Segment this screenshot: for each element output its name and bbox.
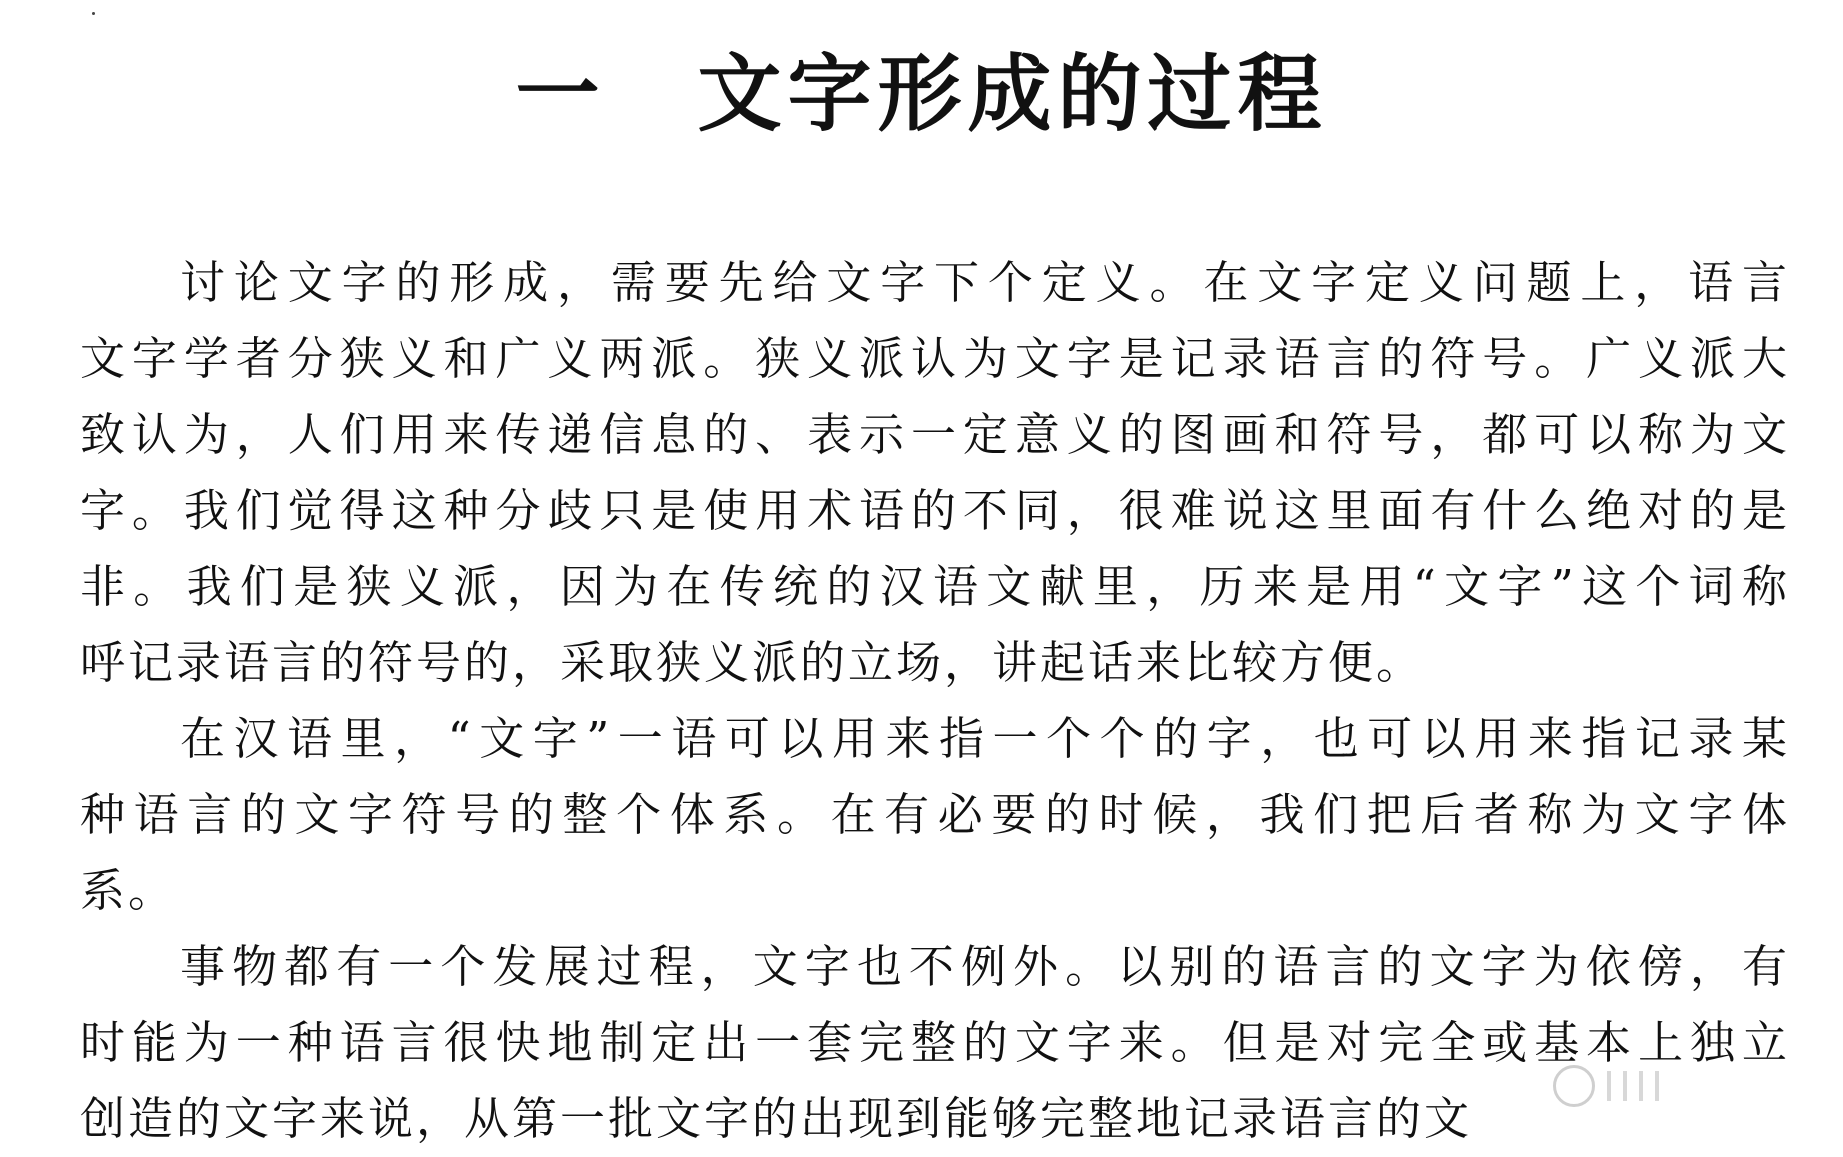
chapter-title-text: 文字形成的过程 bbox=[697, 44, 1328, 143]
paragraph-3-line-1: 事物都有一个发展过程，文字也不例外。以别的语言的文字为依傍，有 bbox=[180, 940, 1790, 993]
watermark-bar bbox=[1639, 1071, 1643, 1101]
watermark-bar bbox=[1607, 1071, 1611, 1101]
paragraph-1-line-4: 字。我们觉得这种分歧只是使用术语的不同，很难说这里面有什么绝对的是 bbox=[80, 484, 1790, 537]
chapter-number: 一 bbox=[515, 44, 606, 143]
body-text bbox=[80, 245, 1790, 1157]
paragraph-2-line-1: 在汉语里，“文字”一语可以用来指一个个的字，也可以用来指记录某 bbox=[180, 712, 1790, 765]
watermark-bar bbox=[1655, 1071, 1659, 1101]
scan-speck bbox=[92, 12, 95, 15]
watermark-bar bbox=[1623, 1071, 1627, 1101]
paragraph-1-line-6: 呼记录语言的符号的，采取狭义派的立场，讲起话来比较方便。 bbox=[80, 636, 1425, 689]
paragraph-3-line-3: 创造的文字来说，从第一批文字的出现到能够完整地记录语言的文 bbox=[80, 1092, 1473, 1145]
paragraph-1-line-5: 非。我们是狭义派，因为在传统的汉语文献里，历来是用“文字”这个词称 bbox=[80, 560, 1790, 613]
paragraph-1-line-3: 致认为，人们用来传递信息的、表示一定意义的图画和符号，都可以称为文 bbox=[80, 408, 1790, 461]
paragraph-1-line-1: 讨论文字的形成，需要先给文字下个定义。在文字定义问题上，语言 bbox=[180, 256, 1790, 309]
watermark-logo bbox=[1553, 1060, 1723, 1112]
paragraph-2-line-2: 种语言的文字符号的整个体系。在有必要的时候，我们把后者称为文字体 bbox=[80, 788, 1790, 841]
paragraph-1-line-2: 文字学者分狭义和广义两派。狭义派认为文字是记录语言的符号。广义派大 bbox=[80, 332, 1790, 385]
chapter-title bbox=[0, 44, 1843, 143]
watermark-circle-icon bbox=[1553, 1065, 1595, 1107]
paragraph-3-line-2: 时能为一种语言很快地制定出一套完整的文字来。但是对完全或基本上独立 bbox=[80, 1016, 1790, 1069]
paragraph-2-line-3: 系。 bbox=[80, 864, 177, 917]
